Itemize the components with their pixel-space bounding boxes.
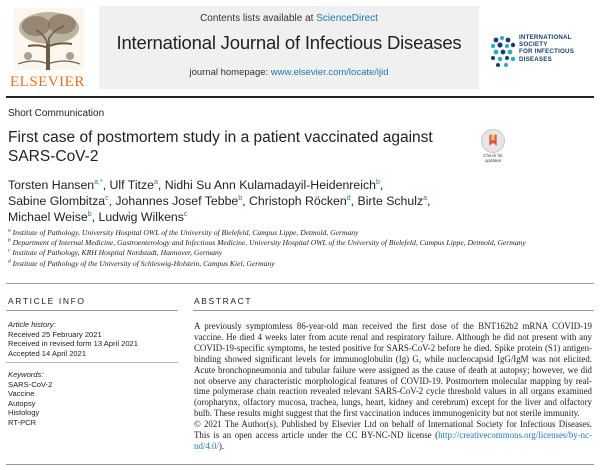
isid-line: FOR INFECTIOUS (519, 48, 575, 56)
author[interactable] (8, 178, 103, 192)
homepage-line (99, 67, 479, 78)
crossmark-badge[interactable] (478, 129, 508, 165)
journal-banner (99, 6, 479, 89)
author[interactable] (8, 194, 109, 208)
author[interactable] (165, 178, 380, 192)
abstract-body (194, 321, 592, 452)
journal-title: International Journal of Infectious Diseases (116, 32, 462, 53)
abstract-heading: ABSTRACT (194, 296, 253, 306)
author[interactable] (98, 210, 187, 224)
author-affiliation-mark[interactable]: a,* (94, 178, 103, 186)
crossmark-label (478, 153, 508, 163)
isid-line: SOCIETY (519, 41, 548, 49)
abstract-text: A previously symptomless 86-year-old man received the first dose of the BNT162b2 mRNA COVID-19 vaccine. He died 4 weeks later from acute renal and respiratory failure. Although he did not present with any COVID-19-specific symptoms, he tested positive for SARS-CoV-2 before he died. Spike protein (S1) antigen-binding showed significant levels for immunoglobulin (Ig) G, while nucleocapsid IgG/IgM was not elicited. Acute bronchopneumonia and tubular failure were assigned as the cause of death at autopsy; however, we did not observe any characteristic morphological features of COVID-19. Postmortem molecular mapping by real-time polymerase chain reaction revealed relevant SARS-CoV-2 cycle threshold values in all organs examined (oropharynx, olfactory mucosa, trachea, lungs, heart, kidney and cerebrum) except for the liver and olfactory bulb. These results might suggest that the first vaccination induces immunogenicity but not sterile immunity. (194, 321, 592, 419)
affiliation-mark: d (8, 258, 11, 265)
keyword: Autopsy (8, 398, 36, 408)
copyright-notice (194, 419, 592, 452)
affiliation-text: Institute of Pathology, KRH Hospital Nordstadt, Hannover, Germany (12, 248, 223, 258)
affiliation (8, 248, 593, 258)
crossmark-ribbon-icon (482, 130, 504, 152)
isid-line: INTERNATIONAL (519, 34, 572, 41)
elsevier-wordmark: ELSEVIER (10, 74, 85, 90)
affiliation-mark: c (8, 247, 11, 254)
author[interactable] (115, 194, 242, 208)
author-separator: , (157, 178, 165, 192)
author-separator: , (102, 178, 110, 192)
keyword-list (8, 370, 52, 428)
license-close: ). (218, 440, 225, 451)
author-affiliation-mark[interactable]: a (423, 194, 428, 202)
author-name: Nidhi Su Ann Kulamadayil-Heidenreich (164, 178, 376, 192)
author[interactable] (110, 178, 158, 192)
affiliation-list (8, 228, 593, 269)
author-name: Johannes Josef Tebbe (115, 194, 239, 208)
article-title: First case of postmortem study in a patient vaccinated against SARS-CoV-2 (8, 129, 433, 165)
article-info-heading: ARTICLE INFO (8, 296, 86, 306)
affiliation-mark: b (8, 237, 11, 244)
keyword: SARS-CoV-2 (8, 379, 53, 389)
section-divider (6, 283, 594, 284)
affiliation-mark: a (8, 227, 11, 234)
author-name: Birte Schulz (357, 194, 424, 208)
author-affiliation-mark[interactable]: c (183, 210, 188, 218)
copyright-text: © 2021 The Author(s). Published by Elsevier Ltd on behalf of International Society for Infectious Diseases. This is an open access article under the CC BY-NC-ND license ( (194, 419, 592, 441)
journal-header (6, 6, 594, 96)
crossmark-icon (481, 129, 505, 153)
keyword: Histology (8, 408, 40, 418)
author-name: Michael Weise (8, 210, 88, 224)
author-name: Ludwig Wilkens (98, 210, 184, 224)
homepage-prefix: journal homepage: (189, 67, 271, 78)
author-affiliation-mark[interactable]: a (153, 178, 158, 186)
history-item: Accepted 14 April 2021 (8, 348, 87, 358)
elsevier-tree-icon (14, 8, 84, 70)
isid-line: DISEASES (519, 55, 552, 63)
isid-name (519, 34, 574, 63)
author-affiliation-mark[interactable]: d (346, 194, 351, 202)
author[interactable] (357, 194, 431, 208)
article-history (8, 320, 138, 358)
abstract-rule (193, 310, 594, 311)
contents-line (99, 13, 479, 24)
author-affiliation-mark[interactable]: c (105, 194, 109, 202)
isid-logo[interactable] (490, 34, 594, 74)
affiliation (8, 259, 593, 269)
author-affiliation-mark[interactable]: b (375, 178, 380, 186)
license-link[interactable]: http://creativecommons.org/licenses/by-nc-nd/4.0/ (194, 430, 592, 451)
history-divider (6, 362, 178, 363)
header-divider (6, 96, 594, 98)
author-name: Sabine Glombitza (8, 194, 106, 208)
author-affiliation-mark[interactable]: b (238, 194, 243, 202)
keyword: RT-PCR (8, 417, 37, 427)
bottom-divider (6, 464, 594, 465)
affiliation-text: Institute of Pathology of the University of Schleswig-Holstein, Campus Kiel, Germany (12, 258, 275, 268)
author-affiliation-mark[interactable]: b (87, 210, 92, 218)
history-label: Article history: (8, 320, 56, 329)
elsevier-logo[interactable] (6, 6, 92, 96)
author-separator: , (108, 194, 116, 208)
author[interactable] (249, 194, 351, 208)
history-item: Received in revised form 13 April 2021 (8, 339, 139, 349)
history-item: Received 25 February 2021 (8, 329, 102, 339)
affiliation (8, 238, 593, 248)
author-separator: , (242, 194, 249, 208)
isid-dots-icon (490, 34, 516, 70)
author-name: Christoph Röcken (249, 194, 347, 208)
affiliation-text: Institute of Pathology, University Hospital OWL of the University of Bielefeld, Campus Lippe, Detmold, Germany (12, 228, 359, 237)
author-name: Torsten Hansen (8, 178, 95, 192)
article-info-rule (6, 310, 178, 311)
keyword: Vaccine (8, 389, 35, 399)
author-separator: , (350, 194, 358, 208)
crossmark-label-line: Check for (483, 153, 503, 158)
crossmark-label-line: updates (484, 158, 502, 163)
keywords-label: Keywords: (8, 370, 44, 379)
author-separator: , (379, 178, 384, 192)
author-list (8, 177, 488, 225)
author-name: Ulf Titze (109, 178, 154, 192)
article-type: Short Communication (8, 108, 105, 119)
contents-prefix: Contents lists available at (200, 13, 317, 24)
affiliation-text: Department of Internal Medicine, Gastroenterology and Infectious Medicine, University Hospital OWL of the University of Bielefeld, Campus Lippe, Detmold, Germany (12, 238, 526, 248)
homepage-link[interactable]: www.elsevier.com/locate/ijid (270, 67, 389, 78)
sciencedirect-link[interactable]: ScienceDirect (316, 13, 378, 24)
author-separator: , (427, 194, 431, 208)
author-separator: , (91, 210, 99, 224)
author[interactable] (8, 210, 92, 224)
affiliation (8, 228, 593, 238)
